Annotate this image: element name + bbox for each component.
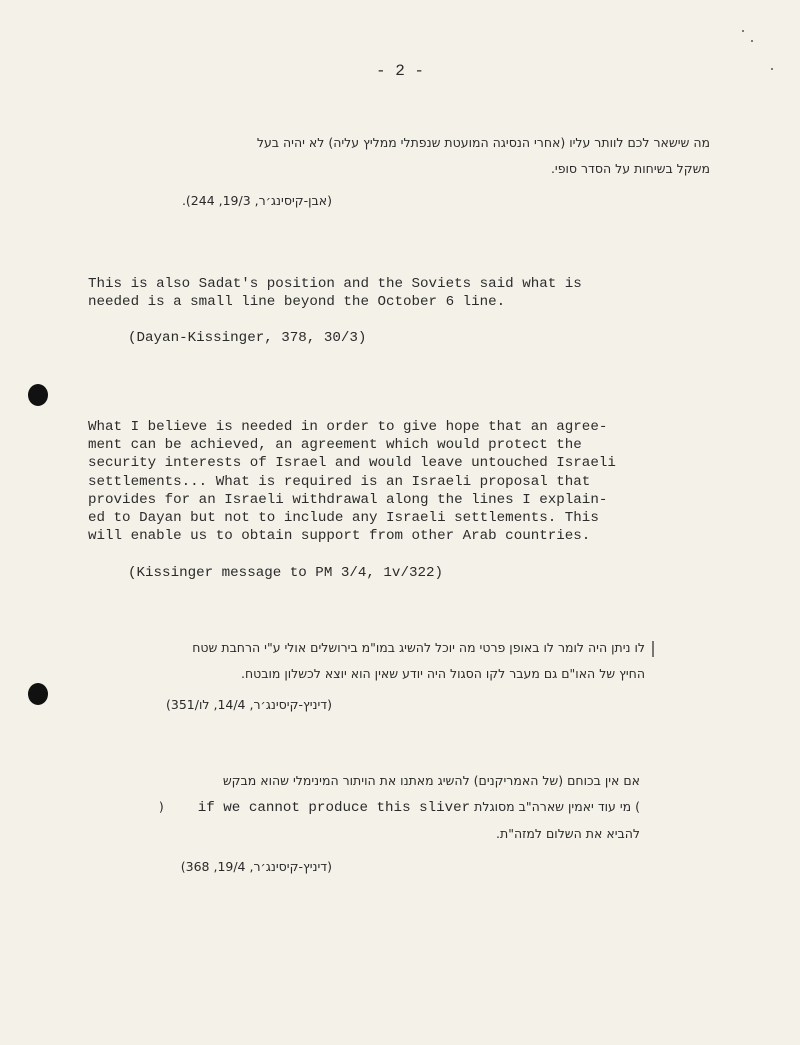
citation-4: (דיניץ-קיסינג׳ר, 14/4, לו/351) (166, 697, 332, 712)
english-phrase: if we cannot produce this sliver (197, 800, 471, 816)
mixed-hebrew: ) מי עוד יאמין שארה"ב מסוגלת (474, 799, 640, 814)
page-number: - 2 - (375, 62, 424, 80)
english-quote-2: What I believe is needed in order to give hope that an agree- ment can be achieved, an agreement which would protect the security interests of Israel and would leave untouched Israeli settlements... What is required is an Israeli proposal that provides for an Israeli withdrawal along the lines I explain- ed to Dayan but not to include any Israeli settlements. This will enable us to obtain support from other Arab countries. (88, 419, 616, 545)
citation-3: (Kissinger message to PM 3/4, 1v/322) (128, 565, 444, 581)
punch-hole (28, 683, 48, 705)
citation-2: (Dayan-Kissinger, 378, 30/3) (128, 330, 367, 346)
speck-mark (742, 30, 744, 32)
hebrew-line: לו ניתן היה לומר לו באופן פרטי מה יוכל להשיג במו"מ בירושלים אולי ע"י הרחבת שטח (192, 640, 645, 655)
citation-1: (אבן-קיסינג׳ר, 19/3, 244). (181, 193, 332, 208)
citation-5: (דיניץ-קיסינג׳ר, 19/4, 368) (180, 859, 332, 874)
hebrew-paragraph-3 (40, 768, 640, 847)
mixed-line (40, 794, 640, 821)
hebrew-line: החיץ של האו"ם גם מעבר לקו הסגול היה יודע שאין הוא יוצא לכשלון מובטח. (241, 666, 645, 681)
speck-mark (751, 40, 753, 42)
hebrew-line: אם אין בכוחם (של האמריקנים) להשיג מאתנו את הויתור המינימלי שהוא מבקש (222, 773, 640, 788)
hebrew-paragraph-2 (45, 635, 645, 687)
punch-hole (28, 384, 48, 406)
margin-mark (652, 641, 654, 657)
hebrew-line: להביא את השלום למזה"ת. (496, 826, 640, 841)
hebrew-line: מה שישאר לכם לוותר עליו (אחרי הנסיגה המועטת שנפתלי ממליץ עליה) לא יהיה בעל (256, 135, 710, 150)
paren: ( (158, 799, 164, 814)
hebrew-paragraph-1 (70, 130, 710, 182)
hebrew-line: משקל בשיחות על הסדר סופי. (550, 161, 710, 176)
english-quote-1: This is also Sadat's position and the Soviets said what is needed is a small line beyond the October 6 line. (88, 276, 582, 311)
